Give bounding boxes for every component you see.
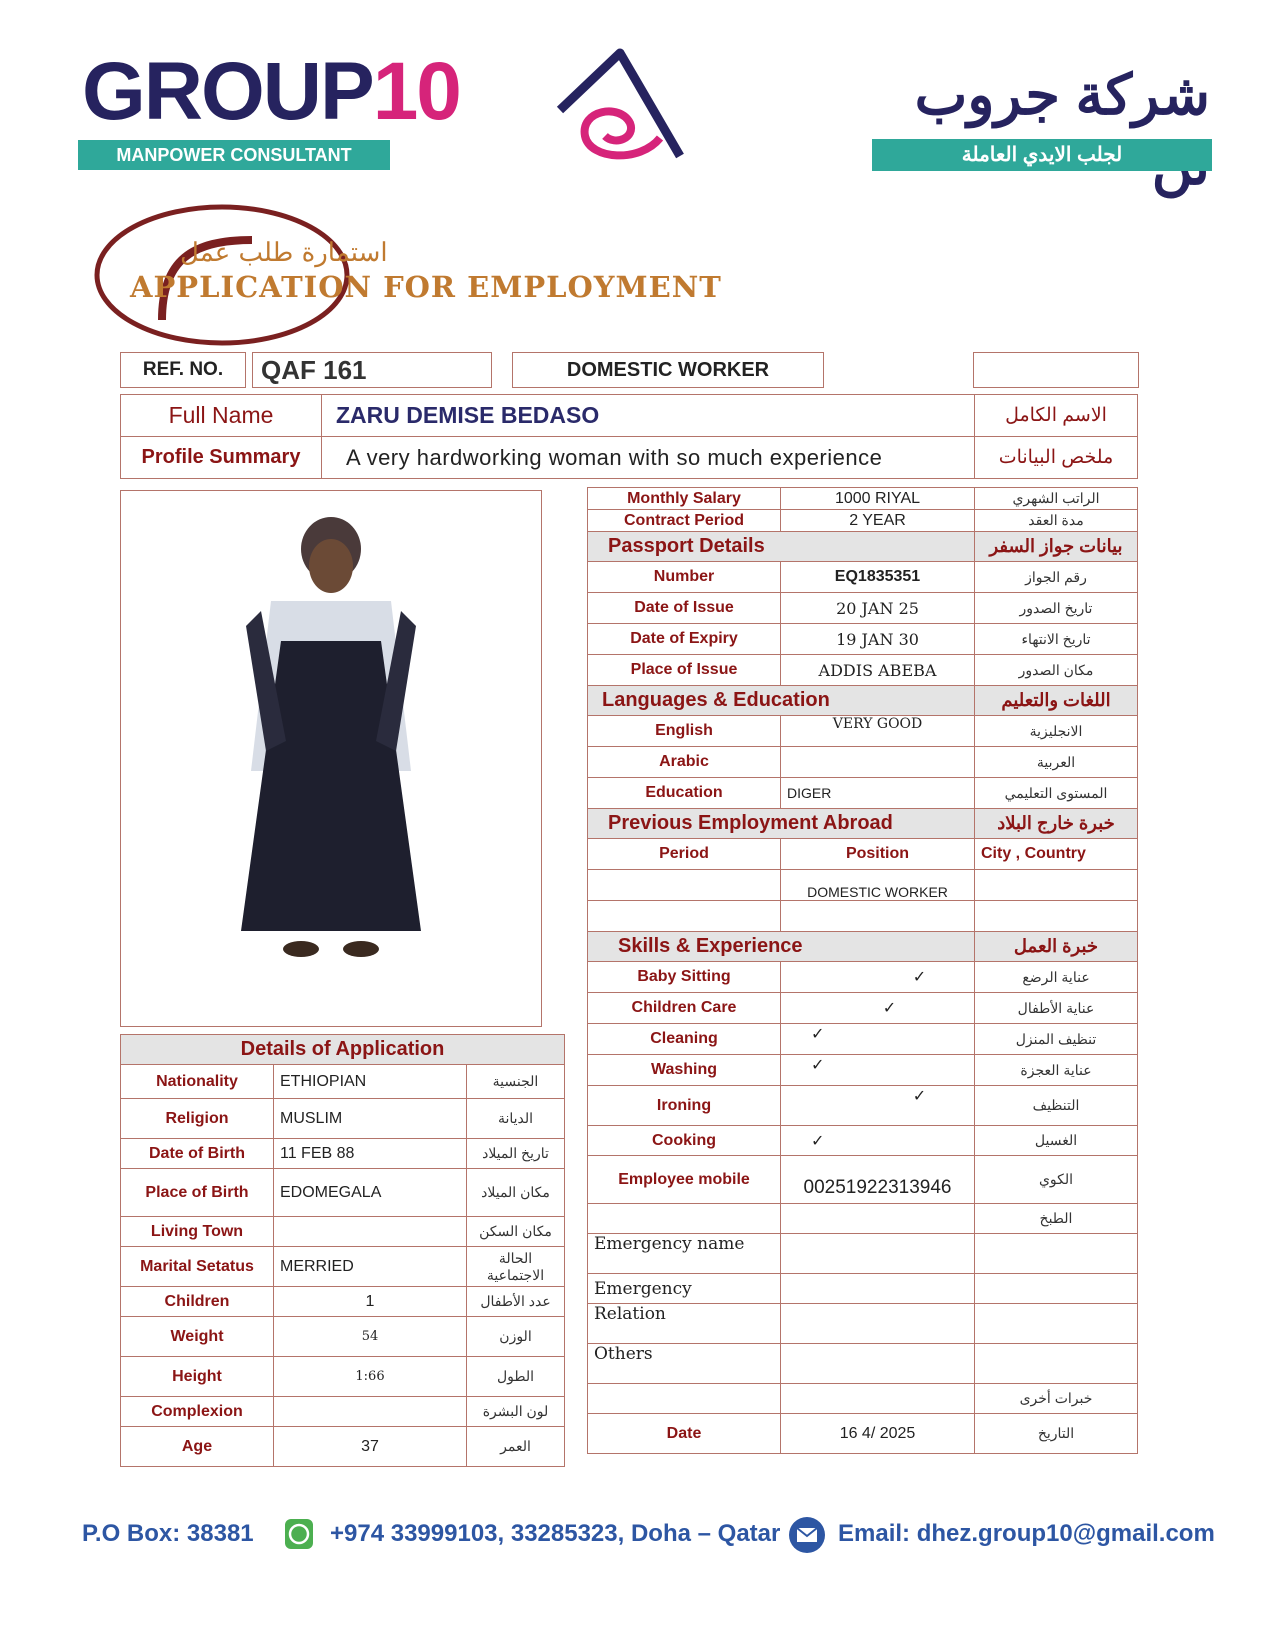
arabic-company-logo: شركة جروب — [914, 63, 1210, 126]
salary-row — [588, 488, 1138, 510]
email-address: Email: dhez.group10@gmail.com — [838, 1520, 1215, 1547]
table-row — [588, 962, 1138, 993]
passport-arabic: تاريخ الانتهاء — [975, 624, 1138, 655]
detail-value: 1 — [274, 1287, 467, 1317]
skill-arabic: عناية الأطفال — [975, 993, 1138, 1024]
detail-label: Age — [121, 1427, 274, 1467]
skill-arabic: عناية الرضع — [975, 962, 1138, 993]
detail-arabic: الوزن — [467, 1317, 565, 1357]
full-name-label: Full Name — [121, 395, 322, 437]
table-row — [121, 1317, 565, 1357]
relation-arabic — [975, 1304, 1138, 1344]
languages-heading-arabic: اللغات والتعليم — [975, 686, 1138, 716]
employment-columns-row — [588, 839, 1138, 870]
relation-value — [781, 1304, 975, 1344]
detail-arabic: تاريخ الميلاد — [467, 1139, 565, 1169]
employment-heading: Previous Employment Abroad — [588, 809, 975, 839]
language-value — [781, 747, 975, 778]
salary-value: 1000 RIYAL — [781, 488, 975, 510]
detail-value: MUSLIM — [274, 1099, 467, 1139]
education-label: Education — [588, 778, 781, 809]
date-row — [588, 1414, 1138, 1454]
education-arabic: المستوى التعليمي — [975, 778, 1138, 809]
employment-period — [588, 901, 781, 932]
passport-label: Date of Issue — [588, 593, 781, 624]
passport-heading: Passport Details — [588, 532, 975, 562]
table-row — [121, 1357, 565, 1397]
emergency-row — [588, 1274, 1138, 1304]
table-row — [588, 1384, 1138, 1414]
full-name-row — [121, 395, 1138, 437]
detail-label: Date of Birth — [121, 1139, 274, 1169]
skill-check-icon: ✓ — [781, 1024, 975, 1055]
details-table — [120, 1034, 565, 1467]
table-row — [588, 1086, 1138, 1126]
detail-label: Place of Birth — [121, 1169, 274, 1217]
profile-label: Profile Summary — [121, 437, 322, 479]
contract-arabic: مدة العقد — [975, 510, 1138, 532]
detail-arabic: العمر — [467, 1427, 565, 1467]
skill-arabic: عناية العجزة — [975, 1055, 1138, 1086]
profile-arabic: ملخص البيانات — [975, 437, 1138, 479]
skill-check-icon: ✓ — [781, 962, 975, 993]
table-row — [588, 993, 1138, 1024]
others-row — [588, 1344, 1138, 1384]
others-label: Others — [588, 1344, 781, 1384]
employment-heading-arabic: خبرة خارج البلاد — [975, 809, 1138, 839]
table-row — [588, 870, 1138, 901]
full-name-value: ZARU DEMISE BEDASO — [322, 395, 975, 437]
identity-table — [120, 394, 1138, 479]
email-icon — [788, 1516, 826, 1554]
emergency-label: Emergency — [588, 1274, 781, 1304]
language-arabic: الانجليزية — [975, 716, 1138, 747]
skills-heading: Skills & Experience — [588, 932, 975, 962]
passport-arabic: رقم الجواز — [975, 562, 1138, 593]
blank-arabic: الطبخ — [975, 1204, 1138, 1234]
emergency-arabic — [975, 1274, 1138, 1304]
language-label: Arabic — [588, 747, 781, 778]
ref-number: QAF 161 — [261, 355, 367, 385]
arabic-logo-tagline: لجلب الايدي العاملة — [872, 139, 1212, 171]
table-row — [588, 716, 1138, 747]
contract-label: Contract Period — [588, 510, 781, 532]
salary-arabic: الراتب الشهري — [975, 488, 1138, 510]
table-row — [588, 1204, 1138, 1234]
others-arabic-blank — [975, 1344, 1138, 1384]
center-emblem-icon — [550, 48, 690, 163]
skills-header-row — [588, 932, 1138, 962]
skill-check-icon: ✓ — [781, 1126, 975, 1156]
date-label: Date — [588, 1414, 781, 1454]
skill-label: Washing — [588, 1055, 781, 1086]
ref-label: REF. NO. — [142, 359, 224, 380]
emergency-name-label: Emergency name — [588, 1234, 781, 1274]
skill-arabic: الغسيل — [975, 1126, 1138, 1156]
relation-row — [588, 1304, 1138, 1344]
skill-check-icon: ✓ — [781, 1055, 975, 1086]
passport-value: 20 JAN 25 — [781, 593, 975, 624]
passport-value: ADDIS ABEBA — [781, 655, 975, 686]
passport-label: Date of Expiry — [588, 624, 781, 655]
detail-label: Weight — [121, 1317, 274, 1357]
employment-header-row — [588, 809, 1138, 839]
detail-arabic: الحالة الاجتماعية — [467, 1247, 565, 1287]
table-row — [121, 1139, 565, 1169]
ref-value-box — [252, 352, 492, 388]
mobile-arabic: الكوي — [975, 1156, 1138, 1204]
mobile-row — [588, 1156, 1138, 1204]
job-title: DOMESTIC WORKER — [566, 359, 770, 381]
skill-label: Children Care — [588, 993, 781, 1024]
detail-arabic: لون البشرة — [467, 1397, 565, 1427]
detail-arabic: عدد الأطفال — [467, 1287, 565, 1317]
contract-value: 2 YEAR — [781, 510, 975, 532]
detail-value: ETHIOPIAN — [274, 1065, 467, 1099]
detail-value: MERRIED — [274, 1247, 467, 1287]
table-row — [588, 1126, 1138, 1156]
table-row — [588, 901, 1138, 932]
col-city-country: City , Country — [975, 839, 1138, 870]
table-row — [588, 1024, 1138, 1055]
detail-arabic: الديانة — [467, 1099, 565, 1139]
salary-label: Monthly Salary — [588, 488, 781, 510]
profile-summary: A very hardworking woman with so much experience — [322, 437, 975, 479]
skill-label: Cleaning — [588, 1024, 781, 1055]
title-arabic: استمارة طلب عمل — [180, 238, 388, 268]
detail-label: Complexion — [121, 1397, 274, 1427]
skill-label: Cooking — [588, 1126, 781, 1156]
detail-label: Marital Setatus — [121, 1247, 274, 1287]
detail-label: Nationality — [121, 1065, 274, 1099]
table-row — [121, 1217, 565, 1247]
details-heading: Details of Application — [121, 1035, 565, 1065]
employment-city — [975, 901, 1138, 932]
po-box: P.O Box: 38381 — [82, 1520, 254, 1547]
table-row — [588, 624, 1138, 655]
table-row — [121, 1397, 565, 1427]
language-value: VERY GOOD — [781, 716, 975, 747]
table-row — [121, 1099, 565, 1139]
detail-value: 11 FEB 88 — [274, 1139, 467, 1169]
detail-arabic: الجنسية — [467, 1065, 565, 1099]
info-table — [587, 487, 1138, 1454]
detail-value: 54 — [274, 1317, 467, 1357]
language-arabic: العربية — [975, 747, 1138, 778]
skill-check-icon: ✓ — [781, 1086, 975, 1126]
table-row — [121, 1427, 565, 1467]
passport-header-row — [588, 532, 1138, 562]
profile-row — [121, 437, 1138, 479]
detail-label: Religion — [121, 1099, 274, 1139]
table-row — [588, 655, 1138, 686]
passport-label: Place of Issue — [588, 655, 781, 686]
person-photo-icon — [121, 491, 541, 1026]
phone-numbers: +974 33999103, 33285323, Doha – Qatar — [330, 1520, 781, 1547]
others-value — [781, 1344, 975, 1384]
blank-label — [588, 1204, 781, 1234]
others-arabic: خبرات أخرى — [975, 1384, 1138, 1414]
emergency-name-row — [588, 1234, 1138, 1274]
table-row — [588, 593, 1138, 624]
table-row — [588, 1055, 1138, 1086]
col-period: Period — [588, 839, 781, 870]
whatsapp-icon — [284, 1518, 314, 1550]
details-header-row — [121, 1035, 565, 1065]
passport-arabic: مكان الصدور — [975, 655, 1138, 686]
applicant-photo — [120, 490, 542, 1027]
emergency-name-value — [781, 1234, 975, 1274]
detail-value: 1:66 — [274, 1357, 467, 1397]
logo-tagline: MANPOWER CONSULTANT — [78, 140, 390, 170]
detail-value — [274, 1397, 467, 1427]
languages-header-row — [588, 686, 1138, 716]
detail-value: 37 — [274, 1427, 467, 1467]
col-position: Position — [781, 839, 975, 870]
education-value: DIGER — [781, 778, 975, 809]
passport-heading-arabic: بيانات جواز السفر — [975, 532, 1138, 562]
date-arabic: التاريخ — [975, 1414, 1138, 1454]
job-title-box — [512, 352, 824, 388]
detail-value — [274, 1217, 467, 1247]
skills-heading-arabic: خبرة العمل — [975, 932, 1138, 962]
page-title: APPLICATION FOR EMPLOYMENT — [130, 270, 722, 304]
table-row — [588, 562, 1138, 593]
employment-period — [588, 870, 781, 901]
skill-arabic: التنظيف — [975, 1086, 1138, 1126]
passport-label: Number — [588, 562, 781, 593]
employment-position — [781, 901, 975, 932]
blank-value — [781, 1204, 975, 1234]
mobile-value: 00251922313946 — [781, 1156, 975, 1204]
detail-arabic: الطول — [467, 1357, 565, 1397]
detail-value: EDOMEGALA — [274, 1169, 467, 1217]
table-row — [121, 1169, 565, 1217]
skill-label: Baby Sitting — [588, 962, 781, 993]
ref-label-box — [120, 352, 246, 388]
language-label: English — [588, 716, 781, 747]
table-row — [121, 1065, 565, 1099]
blank-label — [588, 1384, 781, 1414]
skill-arabic: تنظيف المنزل — [975, 1024, 1138, 1055]
mobile-label: Employee mobile — [588, 1156, 781, 1204]
table-row — [588, 747, 1138, 778]
skill-label: Ironing — [588, 1086, 781, 1126]
contract-row — [588, 510, 1138, 532]
detail-arabic: مكان الميلاد — [467, 1169, 565, 1217]
detail-label: Height — [121, 1357, 274, 1397]
passport-arabic: تاريخ الصدور — [975, 593, 1138, 624]
table-row — [588, 778, 1138, 809]
relation-label: Relation — [588, 1304, 781, 1344]
detail-arabic: مكان السكن — [467, 1217, 565, 1247]
employment-city — [975, 870, 1138, 901]
date-value: 16 4/ 2025 — [781, 1414, 975, 1454]
passport-number: EQ1835351 — [781, 562, 975, 593]
emergency-name-arabic — [975, 1234, 1138, 1274]
skill-check-icon: ✓ — [781, 993, 975, 1024]
emergency-value — [781, 1274, 975, 1304]
languages-heading: Languages & Education — [588, 686, 975, 716]
detail-label: Children — [121, 1287, 274, 1317]
employment-position: DOMESTIC WORKER — [781, 870, 975, 901]
table-row — [121, 1247, 565, 1287]
company-logo: GROUP10 — [82, 46, 460, 137]
blank-value — [781, 1384, 975, 1414]
full-name-arabic: الاسم الكامل — [975, 395, 1138, 437]
passport-value: 19 JAN 30 — [781, 624, 975, 655]
table-row — [121, 1287, 565, 1317]
detail-label: Living Town — [121, 1217, 274, 1247]
ref-empty-box — [973, 352, 1139, 388]
